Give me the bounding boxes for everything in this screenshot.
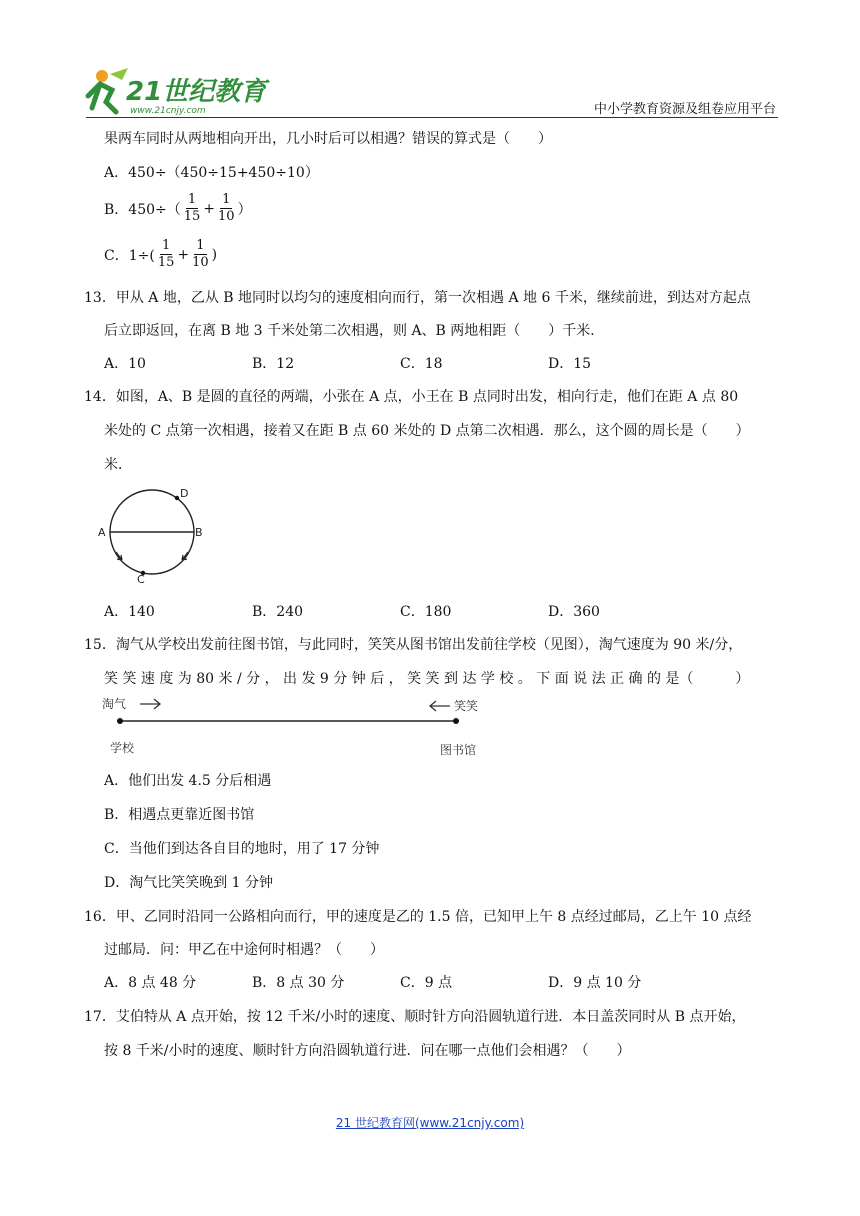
q14-line-2: 米处的 C 点第一次相遇，接着又在距 B 点 60 米处的 D 点第二次相遇．那么，这个圆的周长是（ ）	[104, 423, 750, 439]
fraction	[190, 238, 211, 271]
q15-line-2: 笑 笑 速 度 为 80 米 / 分 ， 出 发 9 分 钟 后 ， 笑 笑 到 达 学 校 。 下 面 说 法 正 确 的 是（ ）	[104, 671, 750, 687]
plus-sign: +	[177, 246, 190, 263]
q16-line-2: 过邮局．问：甲乙在中途何时相遇？（ ）	[104, 942, 384, 958]
numerator: 1	[196, 238, 205, 253]
numerator: 1	[187, 192, 197, 207]
q12-option-c	[104, 238, 217, 271]
denominator: 15	[183, 209, 201, 224]
q14-option-d: D．360	[548, 604, 600, 620]
q17-line-2: 按 8 千米/小时的速度、顺时针方向沿圆轨道行进．问在哪一点他们会相遇？（ ）	[104, 1043, 631, 1059]
q16-option-b: B．8 点 30 分	[252, 975, 345, 991]
label-taoqi: 淘气	[102, 697, 127, 711]
logo-text: 21世纪教育	[126, 77, 267, 107]
denominator: 10	[192, 255, 209, 270]
fraction	[156, 238, 177, 271]
q16-option-a: A．8 点 48 分	[104, 975, 197, 991]
site-logo	[82, 66, 267, 118]
q13-options	[104, 353, 696, 373]
q14-options	[104, 601, 696, 621]
footer-link[interactable]: 21 世纪教育网(www.21cnjy.com)	[335, 1116, 525, 1130]
q15-option-a: A．他们出发 4.5 分后相遇	[104, 773, 272, 789]
q15-option-b: B．相遇点更靠近图书馆	[104, 807, 255, 823]
plus-sign: +	[203, 200, 216, 217]
q13-line-1: 13．甲从 A 地，乙从 B 地同时以均匀的速度相向而行，第一次相遇 A 地 6 千米，继续前进，到达对方起点	[84, 290, 751, 306]
q14-line-1: 14．如图，A、B 是圆的直径的两端，小张在 A 点，小王在 B 点同时出发，相向行走，他们在距 A 点 80	[84, 389, 739, 405]
logo-url: www.21cnjy.com	[130, 106, 206, 116]
q13-option-a: A．10	[104, 356, 146, 372]
q12-b-prefix: B．450÷（	[104, 201, 181, 218]
label-b: B	[195, 526, 203, 539]
circle-diagram	[96, 484, 208, 584]
q15-option-c: C．当他们到达各自目的地时，用了 17 分钟	[104, 841, 380, 857]
q12-text: 果两车同时从两地相向开出，几小时后可以相遇？错误的算式是（ ）	[104, 131, 552, 147]
platform-name: 中小学教育资源及组卷应用平台	[593, 102, 776, 117]
arrow-right-icon	[140, 699, 160, 709]
numerator: 1	[222, 192, 231, 207]
q13-option-b: B．12	[252, 356, 295, 372]
q12-b-suffix: ）	[237, 201, 252, 218]
school-point	[117, 718, 123, 724]
q12-option-a: A．450÷（450÷15+450÷10）	[104, 165, 319, 181]
q12-option-b	[104, 192, 252, 225]
library-point	[453, 718, 459, 724]
fraction	[216, 192, 237, 225]
header-divider	[86, 117, 778, 118]
label-school: 学校	[110, 741, 135, 755]
q16-line-1: 16．甲、乙同时沿同一公路相向而行，甲的速度是乙的 1.5 倍，已知甲上午 8 点经过邮局，乙上午 10 点经	[84, 909, 752, 925]
q14-option-a: A．140	[104, 604, 155, 620]
label-d: D	[180, 487, 189, 500]
fraction	[182, 192, 203, 225]
q16-option-d: D．9 点 10 分	[548, 975, 642, 991]
q13-line-2: 后立即返回，在离 B 地 3 千米处第二次相遇，则 A、B 两地相距（ ）千米．	[104, 323, 605, 339]
arrow-left-icon	[430, 701, 450, 711]
q13-option-d: D．15	[548, 356, 592, 372]
label-a: A	[98, 526, 106, 539]
denominator: 10	[218, 209, 235, 224]
q15-line-1: 15．淘气从学校出发前往图书馆，与此同时，笑笑从图书馆出发前往学校（见图），淘气速度为 90 米/分，	[84, 637, 743, 653]
q16-option-c: C．9 点	[400, 975, 453, 991]
label-library: 图书馆	[440, 743, 477, 757]
label-c: C	[137, 573, 145, 586]
q14-option-b: B．240	[252, 604, 304, 620]
numerator: 1	[161, 238, 171, 253]
route-diagram	[100, 692, 500, 762]
q14-line-3: 米．	[104, 457, 132, 473]
q12-c-suffix: )	[211, 246, 218, 263]
q17-line-1: 17．艾伯特从 A 点开始，按 12 千米/小时的速度、顺时针方向沿圆轨道行进．本日盖茨同时从 B 点开始，	[84, 1009, 746, 1025]
denominator: 15	[157, 255, 175, 270]
q12-c-prefix: C．1÷(	[104, 247, 155, 264]
point-d	[175, 496, 179, 500]
q13-option-c: C．18	[400, 356, 443, 372]
label-xiaoxiao: 笑笑	[454, 699, 479, 713]
q14-option-c: C．180	[400, 604, 452, 620]
q15-option-d: D．淘气比笑笑晚到 1 分钟	[104, 875, 274, 891]
logo-runner-icon	[82, 66, 267, 118]
q16-options	[104, 972, 696, 992]
